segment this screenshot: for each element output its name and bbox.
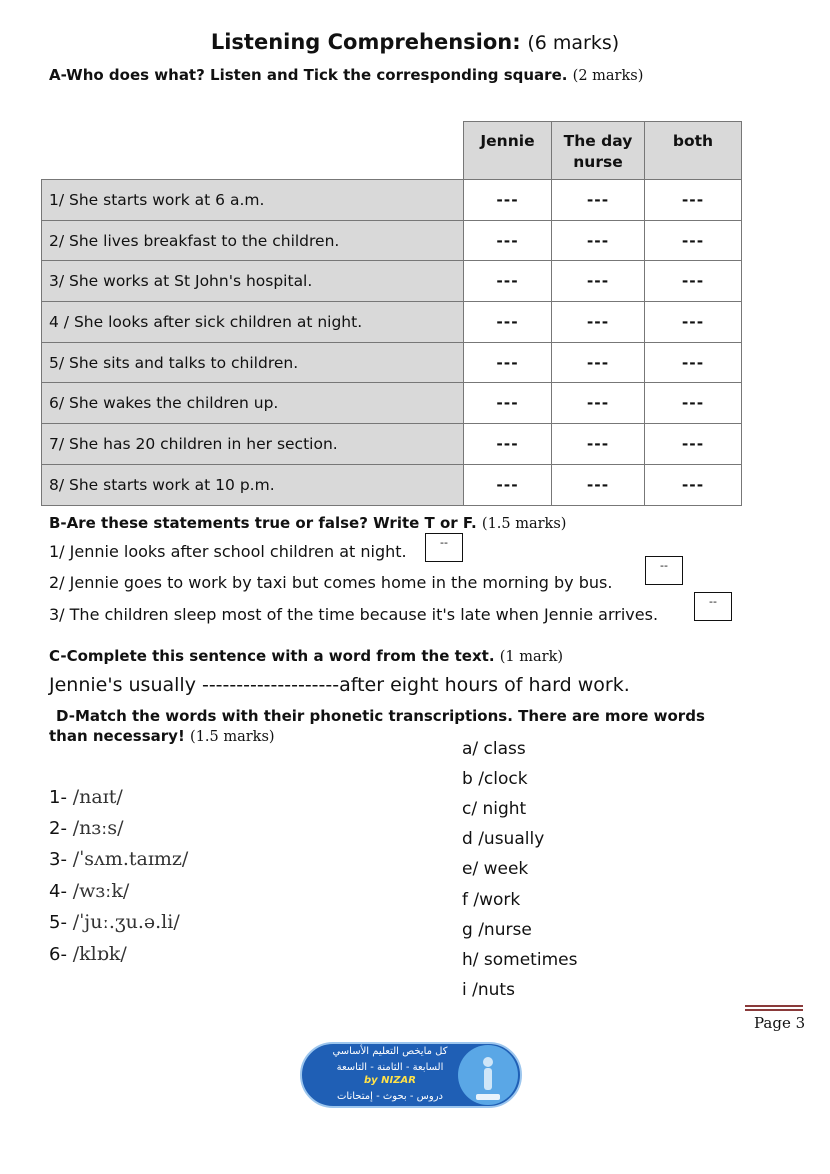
section-d-heading-line2 — [49, 727, 275, 745]
transcription-ipa: /ˈsʌm.taɪmz/ — [72, 848, 189, 870]
page-title — [0, 30, 830, 54]
transcription-number: 4- — [49, 881, 67, 902]
transcription-ipa: /nɜːs/ — [72, 817, 124, 839]
statement-cell: 7/ She has 20 children in her section. — [42, 424, 464, 465]
page-divider — [745, 1005, 803, 1011]
statement-cell: 6/ She wakes the children up. — [42, 383, 464, 424]
word-option: e/ week — [462, 859, 529, 880]
tf-answer-box-3[interactable]: -- — [694, 592, 732, 621]
logo-line-3: by NIZAR — [364, 1075, 416, 1086]
transcription-ipa: /ˈjuː.ʒu.ə.li/ — [72, 911, 180, 933]
tick-cell-jennie[interactable]: --- — [464, 220, 552, 261]
section-d-heading-line2-text: than necessary! — [49, 727, 185, 745]
table-row — [42, 383, 742, 424]
tick-cell-both[interactable]: --- — [645, 261, 742, 302]
transcription-ipa: /wɜːk/ — [72, 880, 130, 902]
logo-figure-head — [483, 1057, 493, 1067]
statement-cell: 4 / She looks after sick children at night. — [42, 302, 464, 343]
tick-cell-day-nurse[interactable]: --- — [552, 180, 645, 221]
tick-cell-both[interactable]: --- — [645, 424, 742, 465]
tick-cell-jennie[interactable]: --- — [464, 464, 552, 505]
transcription-item — [49, 848, 188, 870]
tick-cell-day-nurse[interactable]: --- — [552, 302, 645, 343]
transcription-item — [49, 817, 124, 839]
transcription-item — [49, 943, 127, 965]
transcription-ipa: /klɒk/ — [72, 943, 127, 965]
table-row — [42, 220, 742, 261]
transcription-item — [49, 911, 180, 933]
word-option: h/ sometimes — [462, 949, 578, 970]
statement-cell: 8/ She starts work at 10 p.m. — [42, 464, 464, 505]
word-option: d /usually — [462, 829, 545, 850]
tick-cell-jennie[interactable]: --- — [464, 180, 552, 221]
section-b-heading — [49, 514, 566, 532]
statement-cell: 3/ She works at St John's hospital. — [42, 261, 464, 302]
word-option: f /work — [462, 889, 521, 910]
logo-book — [476, 1094, 500, 1100]
tick-cell-day-nurse[interactable]: --- — [552, 261, 645, 302]
column-header-day-nurse: The day nurse — [552, 122, 645, 180]
word-option: c/ night — [462, 799, 527, 820]
column-header-both: both — [645, 122, 742, 180]
tf-statement-3: 3/ The children sleep most of the time because it's late when Jennie arrives. — [49, 605, 659, 624]
section-c-heading — [49, 647, 563, 665]
tick-cell-jennie[interactable]: --- — [464, 302, 552, 343]
tick-cell-both[interactable]: --- — [645, 220, 742, 261]
statement-cell: 1/ She starts work at 6 a.m. — [42, 180, 464, 221]
transcription-item — [49, 786, 123, 808]
transcription-ipa: /naɪt/ — [72, 786, 123, 808]
tf-answer-box-2[interactable]: -- — [645, 556, 683, 585]
section-d-marks: (1.5 marks) — [190, 729, 275, 745]
site-logo — [300, 1040, 522, 1110]
statement-cell: 2/ She lives breakfast to the children. — [42, 220, 464, 261]
table-row — [42, 302, 742, 343]
completion-sentence[interactable]: Jennie's usually --------------------after eight hours of hard work. — [49, 674, 630, 696]
tick-cell-jennie[interactable]: --- — [464, 424, 552, 465]
title-marks: (6 marks) — [527, 32, 620, 54]
table-row — [42, 261, 742, 302]
section-c-heading-text: C-Complete this sentence with a word from the text. — [49, 647, 495, 665]
tick-cell-day-nurse[interactable]: --- — [552, 424, 645, 465]
transcription-number: 2- — [49, 818, 67, 839]
logo-line-1: كل مايخص التعليم الأساسي — [332, 1046, 448, 1057]
statement-cell: 5/ She sits and talks to children. — [42, 342, 464, 383]
title-main: Listening Comprehension: — [210, 30, 521, 54]
tick-cell-day-nurse[interactable]: --- — [552, 342, 645, 383]
tf-statement-2: 2/ Jennie goes to work by taxi but comes home in the morning by bus. — [49, 573, 613, 592]
tick-cell-jennie[interactable]: --- — [464, 342, 552, 383]
tick-cell-both[interactable]: --- — [645, 180, 742, 221]
table-row — [42, 342, 742, 383]
tick-cell-jennie[interactable]: --- — [464, 261, 552, 302]
table-row — [42, 464, 742, 505]
word-option: a/ class — [462, 739, 526, 759]
transcription-number: 3- — [49, 849, 67, 870]
word-option: g /nurse — [462, 919, 532, 940]
tf-statement-1: 1/ Jennie looks after school children at night. — [49, 542, 407, 561]
tf-answer-box-1[interactable]: -- — [425, 533, 463, 562]
section-d-heading-line1: D-Match the words with their phonetic transcriptions. There are more words — [56, 707, 705, 725]
transcription-number: 5- — [49, 912, 67, 933]
tick-table — [41, 121, 742, 506]
tick-cell-day-nurse[interactable]: --- — [552, 383, 645, 424]
column-header-jennie: Jennie — [464, 122, 552, 180]
tick-cell-both[interactable]: --- — [645, 302, 742, 343]
tick-cell-jennie[interactable]: --- — [464, 383, 552, 424]
page-number: Page 3 — [754, 1014, 806, 1032]
section-a-heading-text: A-Who does what? Listen and Tick the corresponding square. — [49, 66, 568, 84]
transcription-number: 1- — [49, 787, 67, 808]
logo-figure-body — [484, 1068, 492, 1090]
logo-line-2: السابعة - الثامنة - التاسعة — [336, 1062, 444, 1073]
section-a-marks: (2 marks) — [572, 68, 644, 84]
transcription-number: 6- — [49, 944, 67, 965]
table-corner — [42, 122, 464, 180]
tick-cell-both[interactable]: --- — [645, 342, 742, 383]
transcription-item — [49, 880, 129, 902]
tick-cell-both[interactable]: --- — [645, 383, 742, 424]
section-a-heading — [49, 66, 643, 84]
word-option: i /nuts — [462, 979, 515, 1000]
table-row — [42, 424, 742, 465]
tick-cell-day-nurse[interactable]: --- — [552, 464, 645, 505]
section-b-marks: (1.5 marks) — [481, 516, 567, 532]
tick-cell-day-nurse[interactable]: --- — [552, 220, 645, 261]
word-option: b /clock — [462, 769, 528, 790]
section-c-marks: (1 mark) — [499, 649, 564, 665]
section-b-heading-text: B-Are these statements true or false? Write T or F. — [49, 514, 477, 532]
logo-line-4: دروس - بحوث - إمتحانات — [337, 1091, 443, 1102]
tick-cell-both[interactable]: --- — [645, 464, 742, 505]
table-row — [42, 180, 742, 221]
